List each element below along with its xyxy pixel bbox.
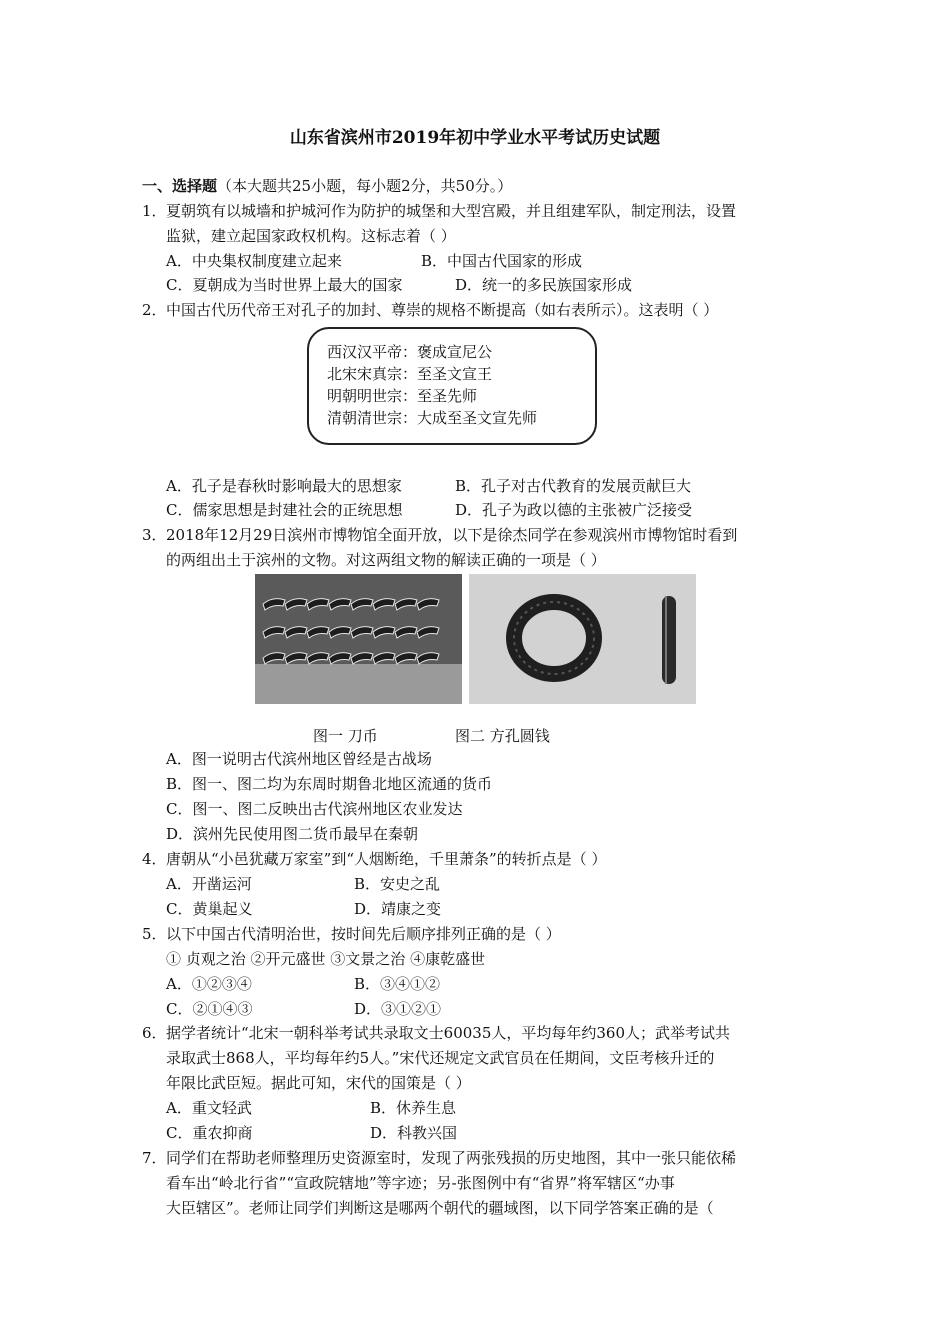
title-row: 北宋宋真宗：至圣文宣王 [327,365,493,383]
knife-coin-image [255,574,462,704]
question-items: ① 贞观之治 ②开元盛世 ③文景之治 ④康乾盛世 [166,950,486,968]
question-text: 录取武士868人，平均每年约5人。”宋代还规定文武官员在任期间，文臣考核升迁的 [166,1049,715,1067]
question-text: 看车出“岭北行省”“宣政院辖地”等字迹；另-张图例中有“省界”将军辖区“办事 [166,1174,675,1192]
section-heading [142,174,512,198]
question-number: 7． [142,1149,167,1167]
option-b: B．中国古代国家的形成 [421,252,583,270]
question-number: 1． [142,202,167,220]
option-d: D．靖康之变 [354,900,442,918]
title-row: 西汉汉平帝：褒成宣尼公 [327,343,493,361]
question-text: 2018年12月29日滨州市博物馆全面开放，以下是徐杰同学在参观滨州市博物馆时看到 [166,526,738,544]
option-a: A．中央集权制度建立起来 [166,252,342,270]
question-number: 4． [142,850,167,868]
option-b: B．休养生息 [370,1099,457,1117]
question-text: 监狱，建立起国家政权机构。这标志着（ ） [166,227,456,245]
title-row: 清朝清世宗：大成至圣文宣先师 [327,409,538,427]
option-b: B．安史之乱 [354,875,441,893]
page-title: 山东省滨州市2019年初中学业水平考试历史试题 [289,128,661,148]
option-d: D．统一的多民族国家形成 [455,276,633,294]
option-a: A．图一说明古代滨州地区曾经是古战场 [166,750,432,768]
option-c: C．重农抑商 [166,1124,253,1142]
question-text: 以下中国古代清明治世，按时间先后顺序排列正确的是（ ） [166,925,561,943]
question-number: 3． [142,526,167,544]
option-a: A．孔子是春秋时影响最大的思想家 [166,477,402,495]
option-d: D．滨州先民使用图二货币最早在秦朝 [166,825,419,843]
figure-caption-1: 图一 刀币 [313,727,378,745]
option-c: C．黄巢起义 [166,900,253,918]
question-text: 夏朝筑有以城墙和护城河作为防护的城堡和大型宫殿，并且组建军队，制定刑法，设置 [166,202,737,220]
option-c: C．儒家思想是封建社会的正统思想 [166,501,403,519]
option-a: A．①②③④ [166,975,252,993]
option-a: A．重文轻武 [166,1099,252,1117]
section-note: （本大题共25小题，每小题2分，共50分。） [217,177,513,195]
option-c: C．图一、图二反映出古代滨州地区农业发达 [166,800,463,818]
confucius-titles-box [307,327,597,445]
question-text: 大臣辖区”。老师让同学们判断这是哪两个朝代的疆域图，以下同学答案正确的是（ [166,1199,714,1217]
option-c: C．②①④③ [166,1000,253,1018]
knife-coin-photo [255,574,462,704]
question-number: 2． [142,301,167,319]
option-c: C．夏朝成为当时世界上最大的国家 [166,276,403,294]
question-text: 中国古代历代帝王对孔子的加封、尊崇的规格不断提高（如右表所示）。这表明（ ） [166,301,719,319]
option-b: B．孔子对古代教育的发展贡献巨大 [455,477,692,495]
question-text: 据学者统计“北宋一朝科举考试共录取文士60035人，平均每年约360人；武举考试共 [166,1024,731,1042]
section-label: 一、选择题 [142,177,218,195]
title-row: 明朝明世宗：至圣先师 [327,387,478,405]
option-d: D．科教兴国 [370,1124,458,1142]
option-d: D．孔子为政以德的主张被广泛接受 [455,501,693,519]
figure-caption-2: 图二 方孔圆钱 [455,727,550,745]
option-b: B．图一、图二均为东周时期鲁北地区流通的货币 [166,775,493,793]
round-coin-photo [469,574,696,704]
question-number: 5． [142,925,167,943]
option-b: B．③④①② [354,975,441,993]
round-coin-image [469,574,696,704]
question-text: 唐朝从“小邑犹藏万家室”到“人烟断绝，千里萧条”的转折点是（ ） [166,850,607,868]
question-text: 同学们在帮助老师整理历史资源室时，发现了两张残损的历史地图，其中一张只能依稀 [166,1149,737,1167]
question-text: 的两组出土于滨州的文物。对这两组文物的解读正确的一项是（ ） [166,551,606,569]
option-d: D．③①②① [354,1000,442,1018]
option-a: A．开凿运河 [166,875,252,893]
question-text: 年限比武臣短。据此可知，宋代的国策是（ ） [166,1074,471,1092]
question-number: 6． [142,1024,167,1042]
